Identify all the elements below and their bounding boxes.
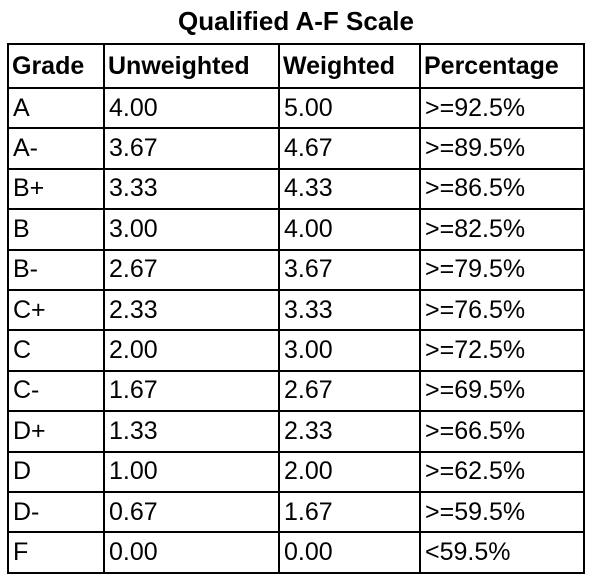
grade-cell: B- [8,250,104,290]
weighted-cell: 5.00 [279,88,420,128]
grade-cell: A [8,88,104,128]
column-header-weighted: Weighted [279,44,420,88]
weighted-cell: 3.33 [279,290,420,330]
table-row [8,371,584,411]
percentage-cell: >=89.5% [420,128,584,168]
grade-cell: B+ [8,169,104,209]
percentage-cell: >=66.5% [420,411,584,451]
table-row [8,290,584,330]
column-header-unweighted: Unweighted [104,44,279,88]
grade-cell: F [8,532,104,572]
percentage-cell: >=76.5% [420,290,584,330]
table-row [8,250,584,290]
unweighted-cell: 0.67 [104,492,279,532]
table-row [8,330,584,370]
unweighted-cell: 3.33 [104,169,279,209]
table-title: Qualified A-F Scale [178,6,414,36]
grade-cell: D+ [8,411,104,451]
table-row [8,411,584,451]
unweighted-cell: 2.67 [104,250,279,290]
grade-cell: D [8,452,104,492]
unweighted-cell: 3.00 [104,209,279,249]
weighted-cell: 3.67 [279,250,420,290]
unweighted-cell: 4.00 [104,88,279,128]
weighted-cell: 3.00 [279,330,420,370]
unweighted-cell: 2.00 [104,330,279,370]
grade-cell: C [8,330,104,370]
percentage-cell: >=92.5% [420,88,584,128]
percentage-cell: >=69.5% [420,371,584,411]
weighted-cell: 4.67 [279,128,420,168]
weighted-cell: 0.00 [279,532,420,572]
percentage-cell: >=59.5% [420,492,584,532]
column-header-percentage: Percentage [420,44,584,88]
header-row [8,44,584,88]
unweighted-cell: 0.00 [104,532,279,572]
weighted-cell: 4.33 [279,169,420,209]
unweighted-cell: 3.67 [104,128,279,168]
unweighted-cell: 1.00 [104,452,279,492]
grade-cell: B [8,209,104,249]
percentage-cell: >=82.5% [420,209,584,249]
table-row [8,88,584,128]
table-row [8,452,584,492]
column-header-grade: Grade [8,44,104,88]
table-row [8,128,584,168]
percentage-cell: >=72.5% [420,330,584,370]
grade-scale-table [7,43,585,574]
table-body [8,88,584,573]
weighted-cell: 2.00 [279,452,420,492]
percentage-cell: >=79.5% [420,250,584,290]
unweighted-cell: 2.33 [104,290,279,330]
grade-cell: C+ [8,290,104,330]
table-row [8,209,584,249]
table-row [8,169,584,209]
weighted-cell: 4.00 [279,209,420,249]
grade-cell: C- [8,371,104,411]
grade-cell: D- [8,492,104,532]
grade-cell: A- [8,128,104,168]
weighted-cell: 1.67 [279,492,420,532]
unweighted-cell: 1.33 [104,411,279,451]
table-row [8,532,584,572]
weighted-cell: 2.67 [279,371,420,411]
table-row [8,492,584,532]
unweighted-cell: 1.67 [104,371,279,411]
percentage-cell: >=62.5% [420,452,584,492]
percentage-cell: <59.5% [420,532,584,572]
percentage-cell: >=86.5% [420,169,584,209]
weighted-cell: 2.33 [279,411,420,451]
